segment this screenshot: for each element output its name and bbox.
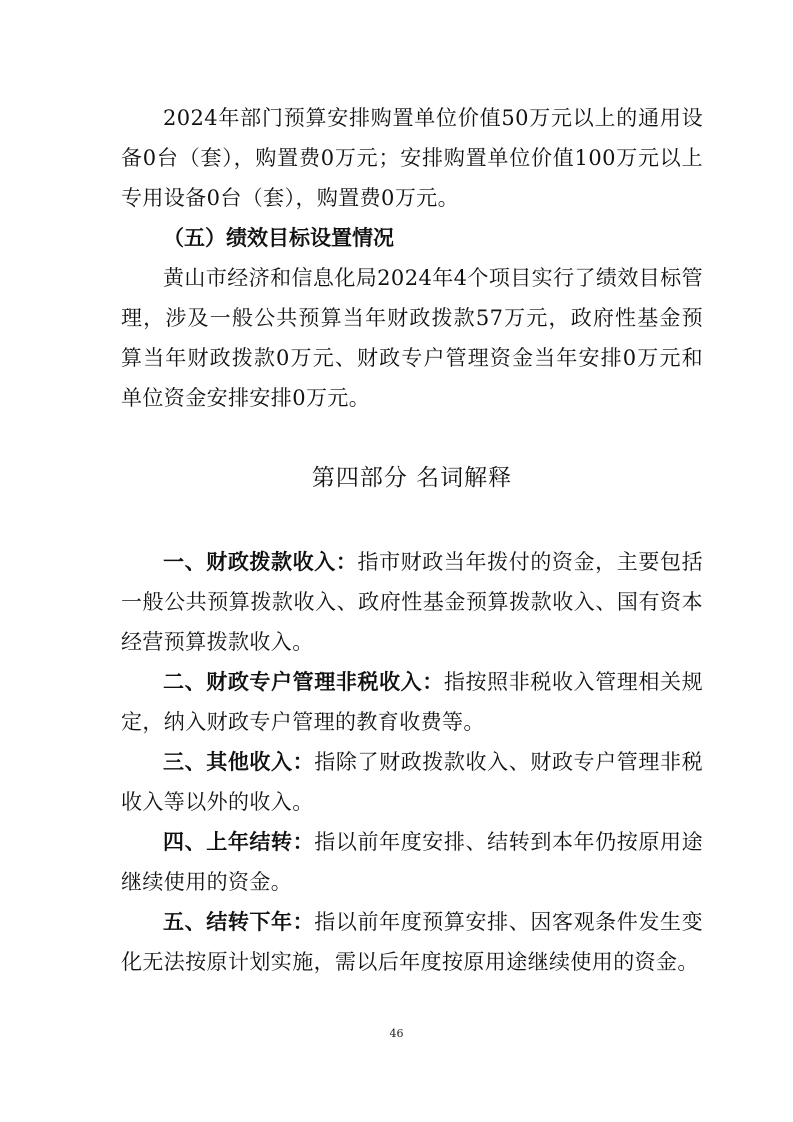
- performance-goals-heading: （五）绩效目标设置情况: [163, 226, 394, 250]
- term-definition: [121, 822, 703, 902]
- term-text: 指按照非税收入管理相关规定，纳入财政专户管理的教育收费等。: [121, 670, 703, 734]
- term-text: 指以前年度预算安排、因客观条件发生变化无法按原计划实施，需以后年度按原用途继续使用的资金。: [121, 910, 703, 974]
- term-text: 指以前年度安排、结转到本年仍按原用途继续使用的资金。: [121, 830, 703, 894]
- term-label: 五、结转下年：: [163, 910, 315, 934]
- term-definition: [121, 662, 703, 742]
- equipment-purchase-paragraph: 2024年部门预算安排购置单位价值50万元以上的通用设备0台（套），购置费0万元；安排购置单位价值100万元以上专用设备0台（套），购置费0万元。: [121, 106, 703, 210]
- term-label: 二、财政专户管理非税收入：: [163, 670, 444, 694]
- page-number: 46: [389, 1027, 404, 1040]
- document-page: [121, 98, 703, 982]
- term-label: 三、其他收入：: [163, 750, 315, 774]
- term-text: 指除了财政拨款收入、财政专户管理非税收入等以外的收入。: [121, 750, 703, 814]
- performance-goals-paragraph: 黄山市经济和信息化局2024年4个项目实行了绩效目标管理，涉及一般公共预算当年财政拨款57万元，政府性基金预算当年财政拨款0万元、财政专户管理资金当年安排0万元和单位资金安排安排0万元。: [121, 266, 703, 410]
- term-text: 指市财政当年拨付的资金，主要包括一般公共预算拨款收入、政府性基金预算拨款收入、国有资本经营预算拨款收入。: [121, 550, 703, 654]
- term-definition: [121, 742, 703, 822]
- term-definition: [121, 542, 703, 662]
- term-label: 一、财政拨款收入：: [163, 550, 358, 574]
- term-definition: [121, 902, 703, 982]
- part-four-title: 第四部分 名词解释: [311, 465, 513, 491]
- term-label: 四、上年结转：: [163, 830, 315, 854]
